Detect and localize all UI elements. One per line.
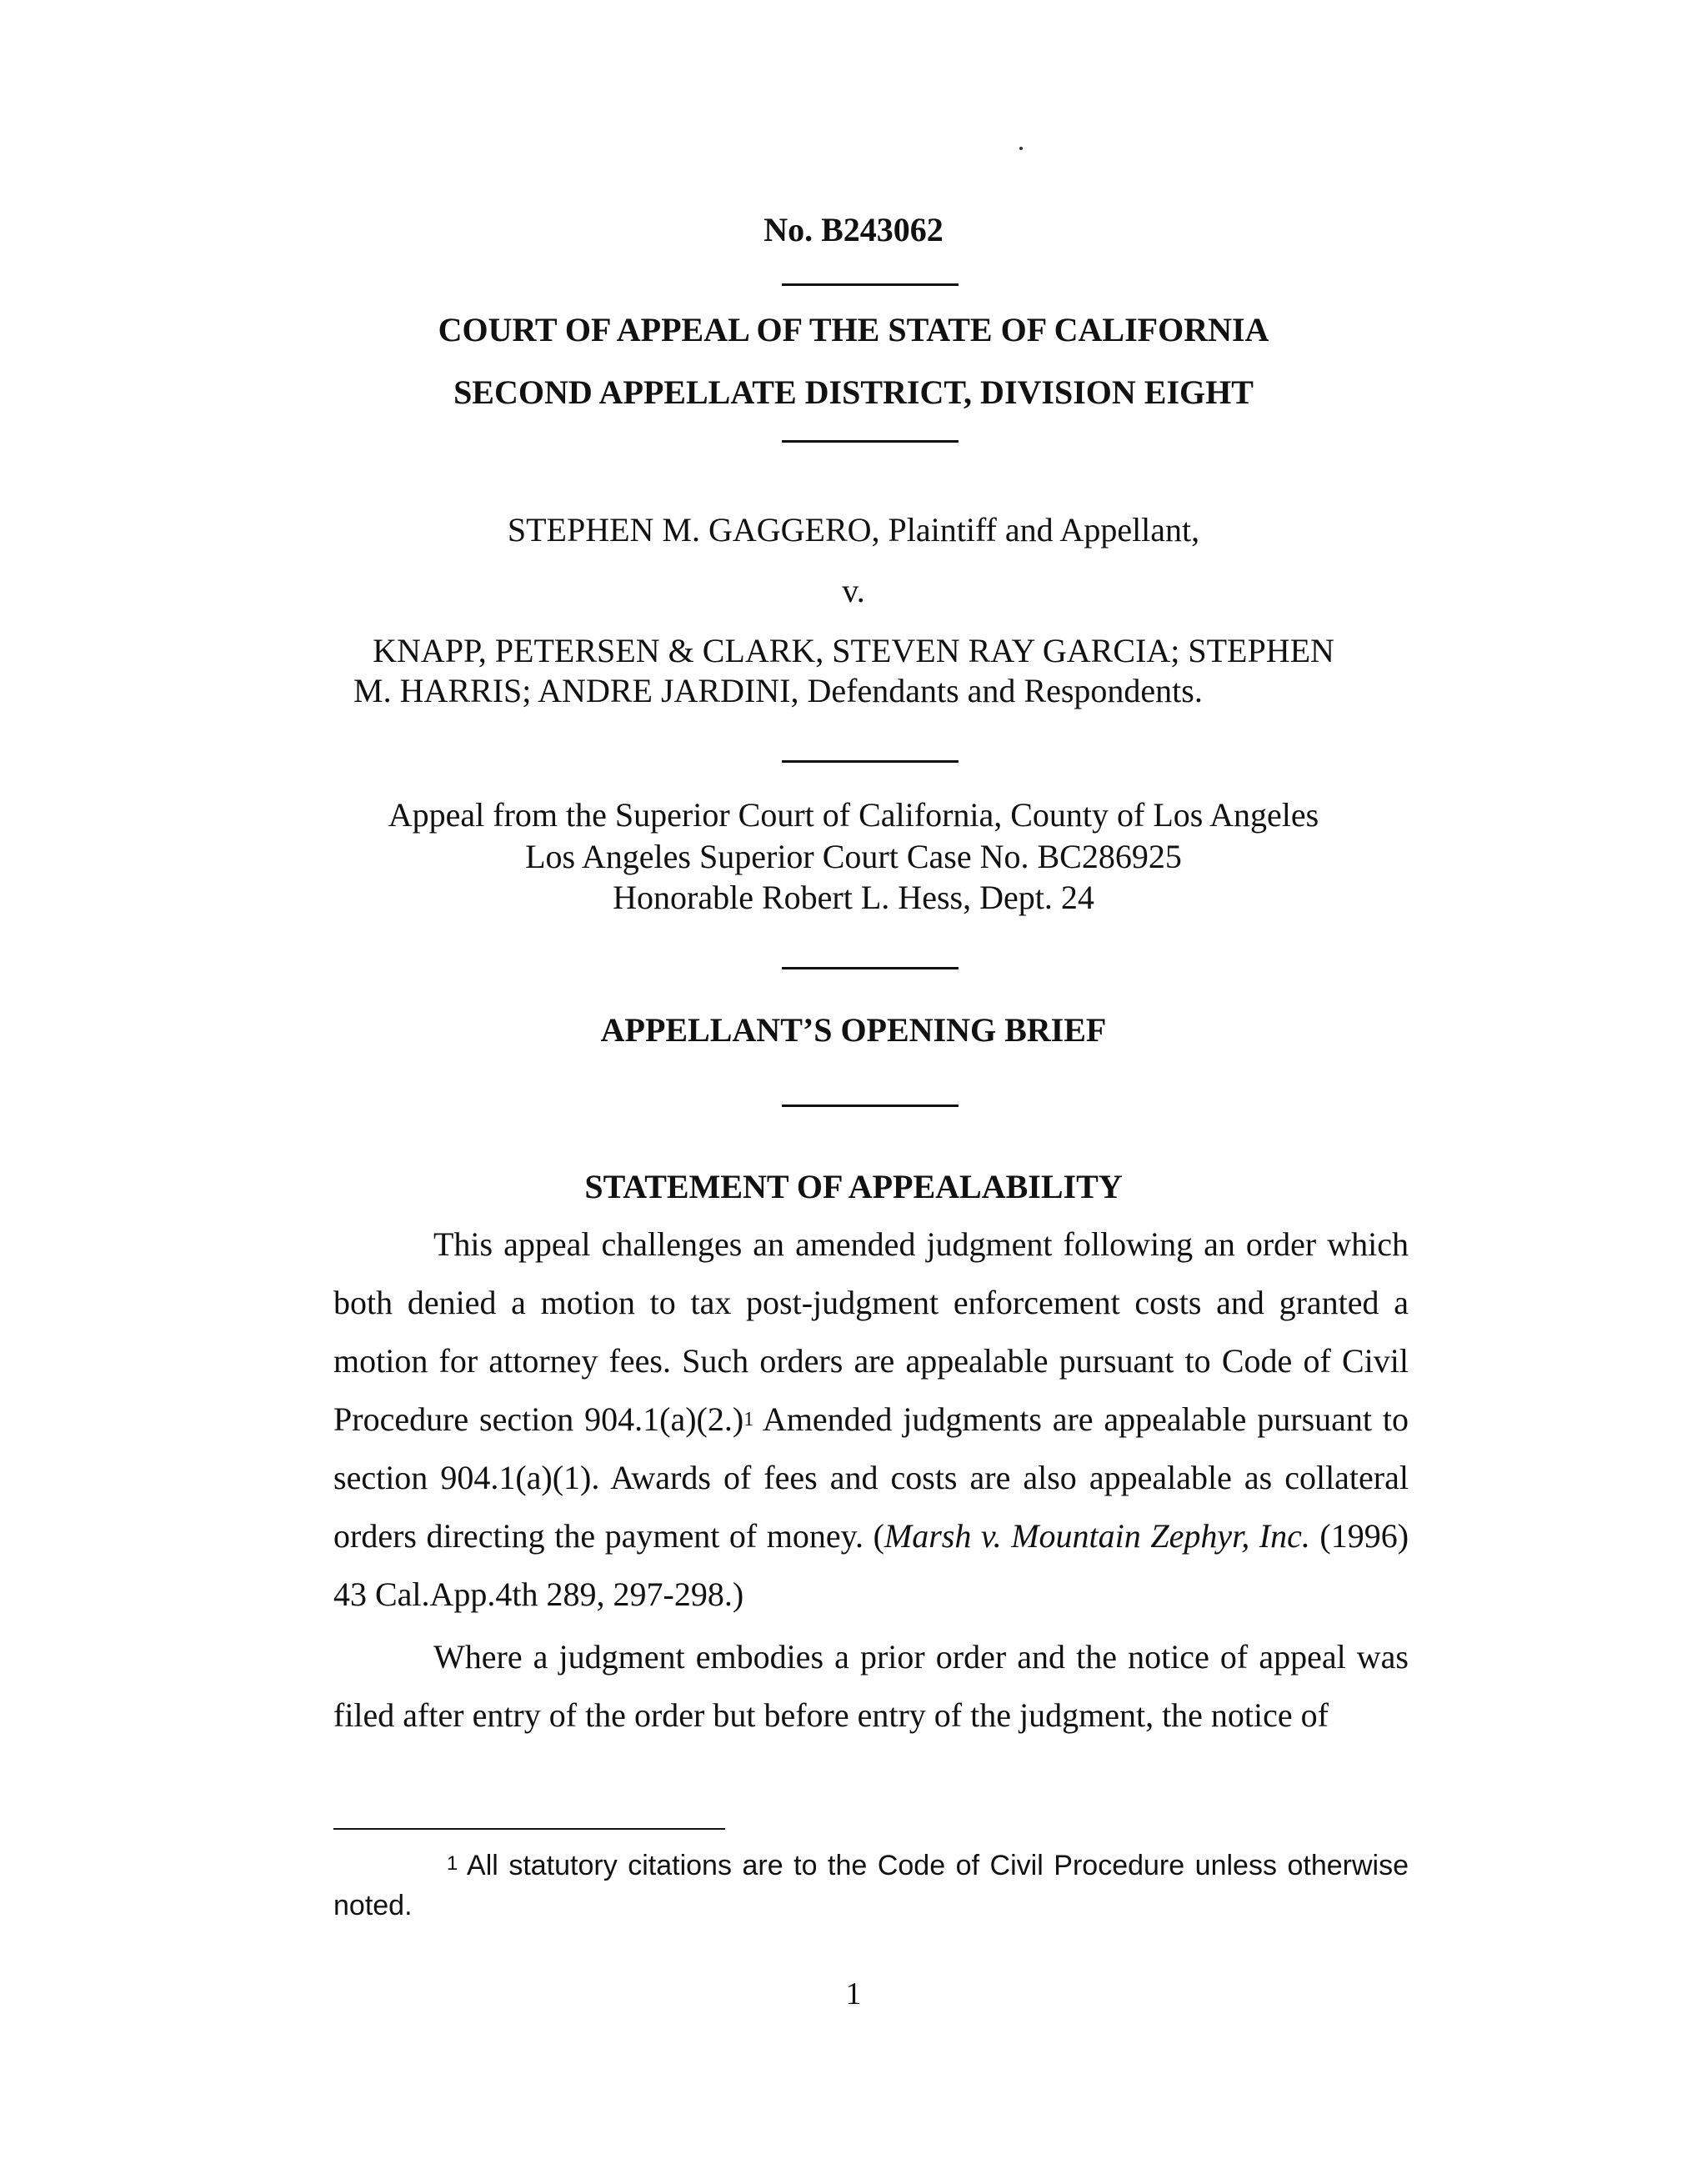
- divider-rule: [782, 283, 959, 286]
- appeal-from-line: Appeal from the Superior Court of California, County of Los Angeles: [388, 796, 1319, 834]
- page-number: 1: [845, 1976, 862, 2011]
- court-name: COURT OF APPEAL OF THE STATE OF CALIFORNIA: [438, 311, 1269, 348]
- defendants-line-2: M. HARRIS; ANDRE JARDINI, Defendants and Respondents.: [353, 672, 1203, 709]
- defendants-line-1: KNAPP, PETERSEN & CLARK, STEVEN RAY GARCIA; STEPHEN: [373, 632, 1334, 669]
- judge-line: Honorable Robert L. Hess, Dept. 24: [613, 879, 1094, 916]
- paragraph-text: Amended judgments are appealable pursuant to section 904.1(a)(1). Awards of fees and costs are also appealable as collateral orders directing the payment of money. (: [333, 1400, 1409, 1555]
- divider-rule: [782, 1105, 959, 1107]
- section-heading: STATEMENT OF APPEALABILITY: [584, 1168, 1123, 1205]
- case-citation-name: Marsh v. Mountain Zephyr, Inc.: [884, 1517, 1310, 1555]
- court-district: SECOND APPELLATE DISTRICT, DIVISION EIGHT: [453, 373, 1254, 411]
- footnote-text: All statutory citations are to the Code of Civil Procedure unless otherwise noted.: [333, 1850, 1409, 1921]
- scan-speck: [1019, 147, 1023, 150]
- footnote-marker: 1: [447, 1852, 458, 1875]
- plaintiff-line: STEPHEN M. GAGGERO, Plaintiff and Appellant,: [507, 511, 1200, 549]
- paragraph-text: (1996) 43 Cal.App.4th 289, 297-298.): [333, 1517, 1409, 1613]
- paragraph-text: This appeal challenges an amended judgment following an order which both denied a motion to tax post-judgment enforcement costs and granted a motion for attorney fees. Such orders are appealable pursuant to Code of Civil Procedure section 904.1(a)(2.): [333, 1225, 1409, 1438]
- versus-line: v.: [842, 572, 865, 609]
- divider-rule: [782, 967, 959, 969]
- footnote-separator: [333, 1828, 725, 1830]
- judgment-paragraph: Where a judgment embodies a prior order and the notice of appeal was filed after entry of the order but before entry of the judgment, the notice of: [333, 1638, 1409, 1734]
- footnote: [333, 1846, 1409, 1926]
- appealability-paragraph: [333, 1215, 1409, 1624]
- divider-rule: [782, 440, 959, 443]
- trial-case-line: Los Angeles Superior Court Case No. BC286925: [525, 838, 1182, 875]
- brief-title: APPELLANT’S OPENING BRIEF: [600, 1011, 1107, 1049]
- divider-rule: [782, 760, 959, 763]
- footnote-reference: 1: [743, 1409, 754, 1430]
- case-number: No. B243062: [763, 211, 944, 248]
